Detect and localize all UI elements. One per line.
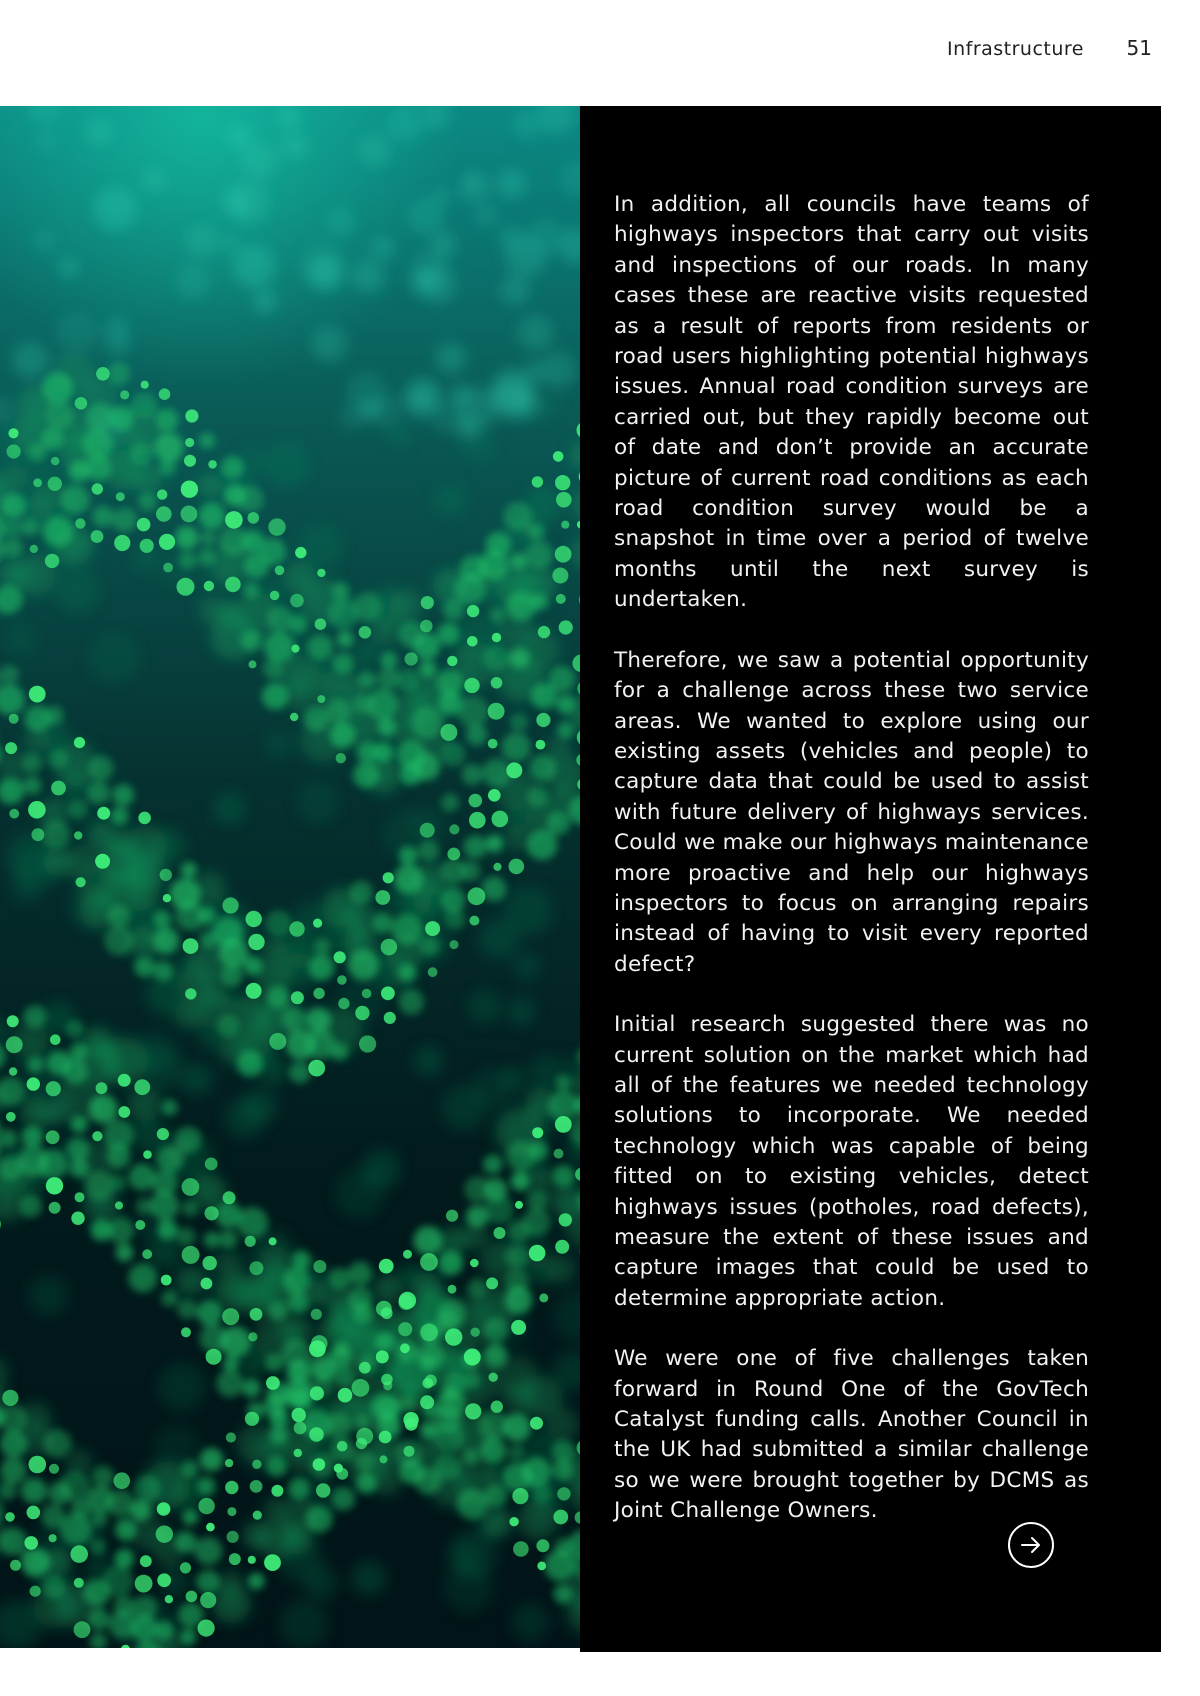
page-header: [0, 36, 1200, 66]
next-page-button[interactable]: [1008, 1522, 1054, 1568]
paragraph-opportunity: Therefore, we saw a potential opportunity for a challenge across these two service areas. We wanted to explore using our existing assets (vehicles and people) to capture data that could be used to assist with future delivery of highways services. Could we make our highways maintenance more proactive and help our highways inspectors to focus on arranging repairs instead of having to visit every reported defect?: [614, 647, 1089, 977]
paragraph-inspections: In addition, all councils have teams of highways inspectors that carry out visits and inspections of our roads. In many cases these are reactive visits requested as a result of reports from residents or road users highlighting potential highways issues. Annual road condition surveys are carried out, but they rapidly become out of date and don’t provide an accurate picture of current road conditions as each road condition survey would be a snapshot in time over a period of twelve months until the next survey is undertaken.: [614, 192, 1089, 613]
body-text: [614, 190, 1089, 1557]
section-label: Infrastructure: [946, 38, 1084, 60]
paragraph-research: Initial research suggested there was no current solution on the market which had all of the features we needed technology solutions to incorporate. We needed technology which was capable of being fitted on to existing vehicles, detect highways issues (potholes, road defects), measure the extent of these issues and capture images that could be used to determine appropriate action.: [614, 1012, 1089, 1311]
page-number: 51: [1126, 36, 1152, 60]
dots-graphic: [0, 106, 580, 1648]
paragraph-govtech: We were one of five challenges taken forward in Round One of the GovTech Catalyst funding calls. Another Council in the UK had submitted a similar challenge so we were brought together by DCMS as Joint Challenge Owners.: [614, 1346, 1089, 1524]
arrow-right-icon: [1019, 1533, 1043, 1557]
decorative-data-dots-image: [0, 106, 580, 1648]
text-panel: [580, 106, 1161, 1652]
